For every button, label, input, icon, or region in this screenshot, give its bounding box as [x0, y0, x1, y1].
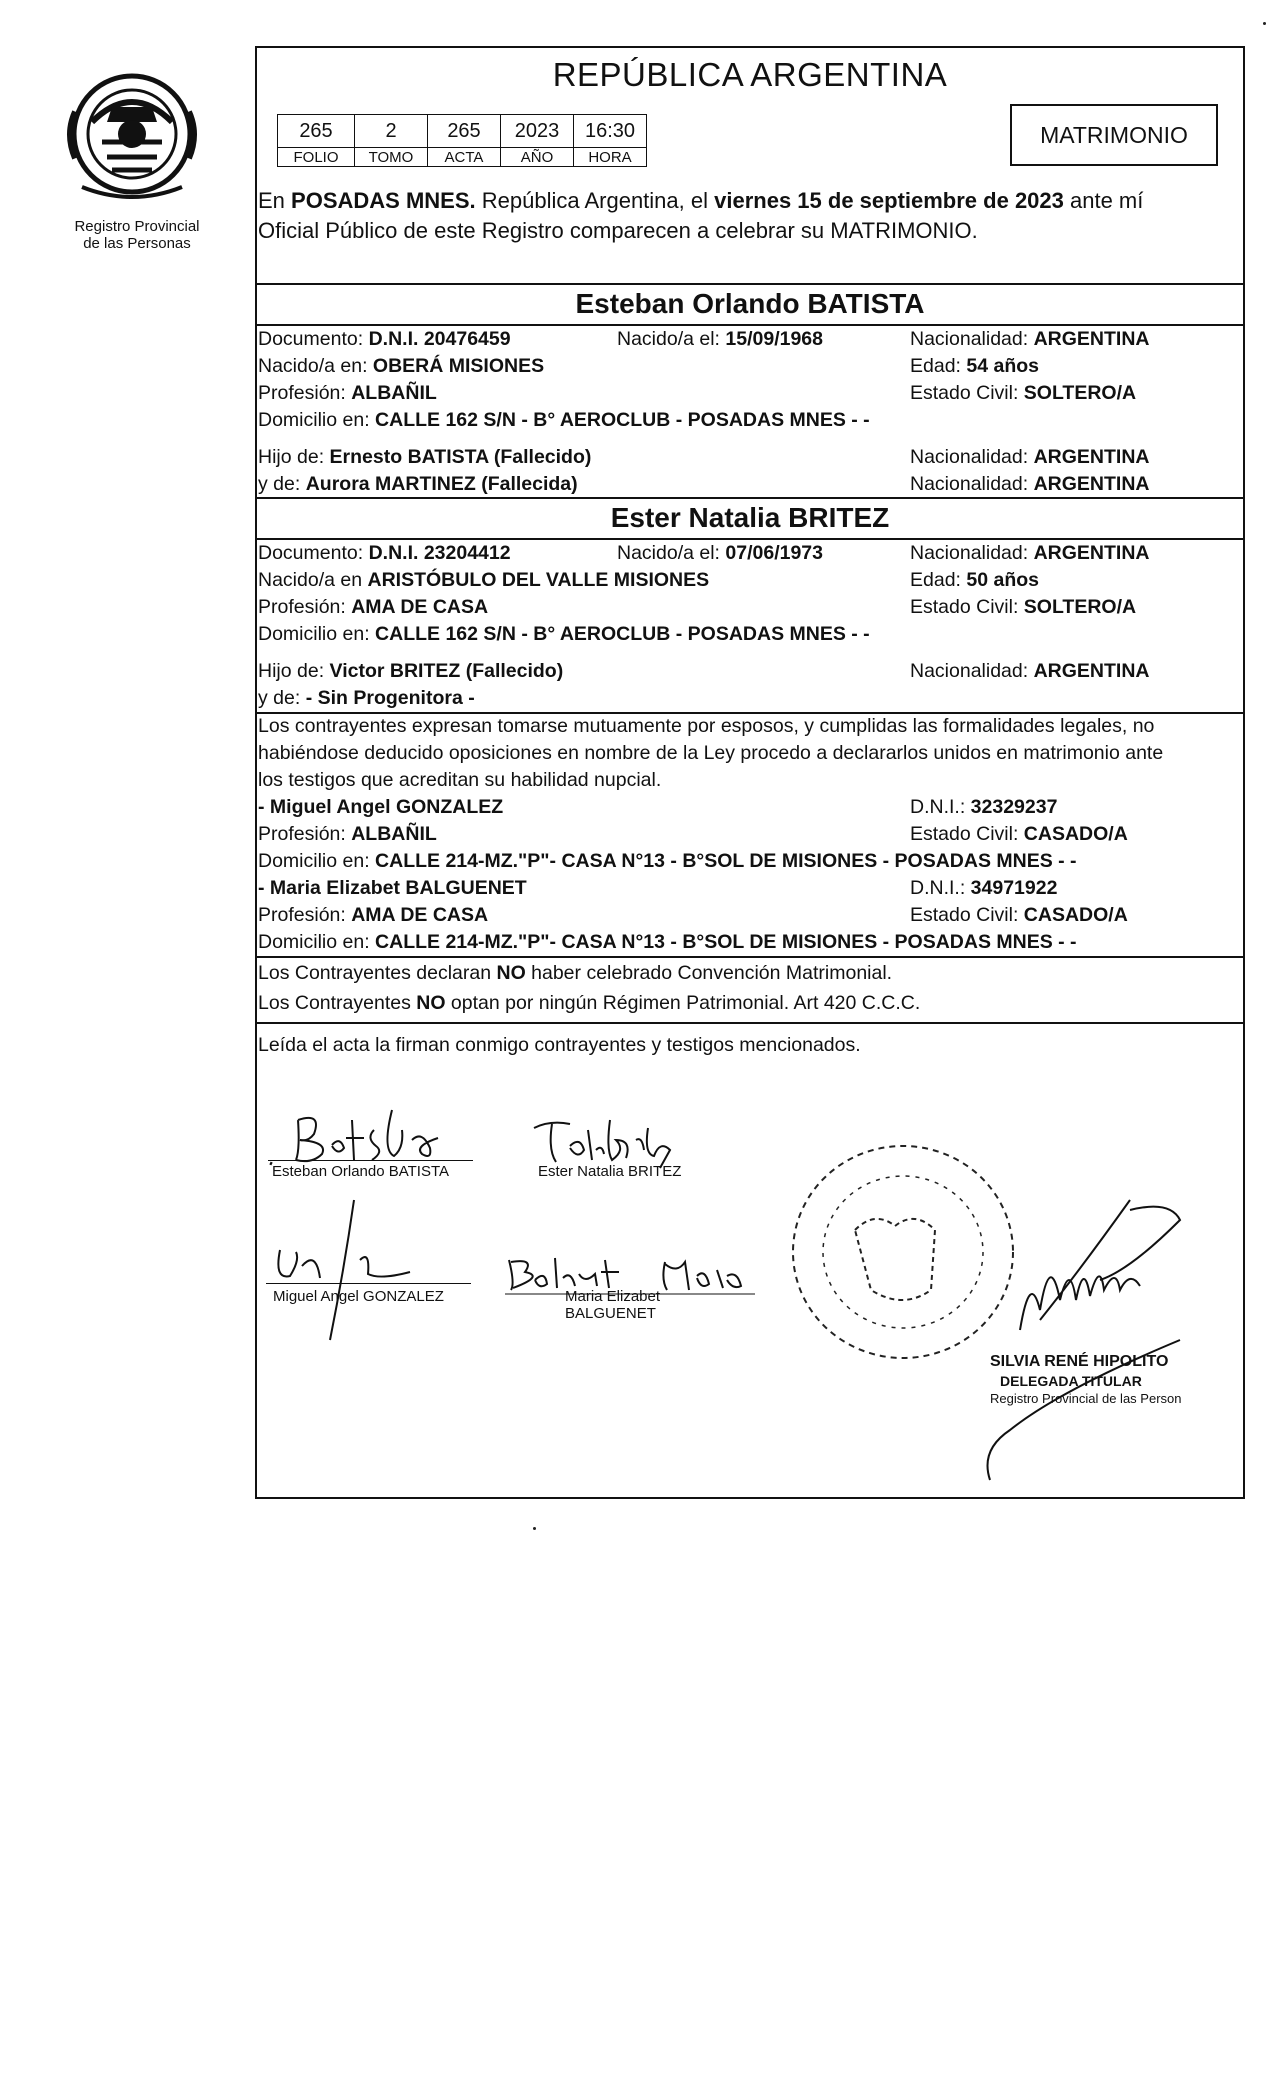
tomo-label: TOMO — [355, 148, 428, 167]
witness2-profession: Profesión: AMA DE CASA — [258, 904, 489, 926]
spouse1-profession: Profesión: ALBAÑIL — [258, 382, 437, 404]
witness2-dni: D.N.I.: 34971922 — [910, 877, 1058, 899]
logo-caption: Registro Provincial de las Personas — [74, 218, 200, 252]
registry-logo — [62, 62, 212, 217]
closing-statement: Leída el acta la firman conmigo contrayentes y testigos mencionados. — [258, 1034, 861, 1056]
signature-miguel — [250, 1190, 450, 1350]
spouse1-mother: y de: Aurora MARTINEZ (Fallecida) — [258, 473, 578, 495]
spouse2-father: Hijo de: Victor BRITEZ (Fallecido) — [258, 660, 564, 682]
spouse1-mother-nationality: Nacionalidad: ARGENTINA — [910, 473, 1150, 495]
witness1-address: Domicilio en: CALLE 214-MZ."P"- CASA N°13 - B°SOL DE MISIONES - POSADAS MNES - - — [258, 850, 1077, 872]
doc-type-box: MATRIMONIO — [1010, 104, 1218, 166]
spouse1-address: Domicilio en: CALLE 162 S/N - B° AEROCLUB - POSADAS MNES - - — [258, 409, 870, 431]
spouse1-father: Hijo de: Ernesto BATISTA (Fallecido) — [258, 446, 592, 468]
intro-paragraph: En POSADAS MNES. República Argentina, el viernes 15 de septiembre de 2023 ante mí Oficial Público de este Registro comparecen a celebrar su MATRIMONIO. — [258, 188, 1144, 243]
spouse2-birthplace: Nacido/a en ARISTÓBULO DEL VALLE MISIONES — [258, 569, 710, 591]
witness1-name: - Miguel Angel GONZALEZ — [258, 796, 504, 818]
hora-value: 16:30 — [574, 115, 647, 148]
spouse2-born: Nacido/a el: 07/06/1973 — [617, 542, 824, 564]
spouse2-doc: Documento: D.N.I. 23204412 — [258, 542, 511, 564]
spouse1-born: Nacido/a el: 15/09/1968 — [617, 328, 824, 350]
folio-label: FOLIO — [278, 148, 355, 167]
official-org: Registro Provincial de las Person — [990, 1391, 1182, 1406]
divider — [255, 497, 1245, 499]
spouse2-nationality: Nacionalidad: ARGENTINA — [910, 542, 1150, 564]
witness1-civil-status: Estado Civil: CASADO/A — [910, 823, 1128, 845]
official-role: DELEGADA TITULAR — [1000, 1373, 1142, 1389]
signature-label-ester: Ester Natalia BRITEZ — [538, 1163, 682, 1180]
signature-line — [266, 1283, 471, 1284]
spouse1-nationality: Nacionalidad: ARGENTINA — [910, 328, 1150, 350]
regime-statement: Los Contrayentes NO optan por ningún Régimen Patrimonial. Art 420 C.C.C. — [258, 992, 921, 1014]
convention-statement: Los Contrayentes declaran NO haber celebrado Convención Matrimonial. — [258, 962, 893, 984]
tomo-value: 2 — [355, 115, 428, 148]
hora-label: HORA — [574, 148, 647, 167]
spouse1-birthplace: Nacido/a en: OBERÁ MISIONES — [258, 355, 545, 377]
signature-label-miguel: Miguel Angel GONZALEZ — [273, 1288, 444, 1305]
country-title: REPÚBLICA ARGENTINA — [552, 56, 948, 93]
signature-esteban — [262, 1090, 492, 1165]
scan-speck — [533, 1527, 536, 1530]
witness1-dni: D.N.I.: 32329237 — [910, 796, 1058, 818]
signature-official — [980, 1190, 1240, 1490]
anio-value: 2023 — [501, 115, 574, 148]
divider — [255, 956, 1245, 958]
spouse1-doc: Documento: D.N.I. 20476459 — [258, 328, 511, 350]
anio-label: AÑO — [501, 148, 574, 167]
witness1-profession: Profesión: ALBAÑIL — [258, 823, 437, 845]
official-name: SILVIA RENÉ HIPOLITO — [990, 1353, 1169, 1370]
spouse2-name: Ester Natalia BRITEZ — [610, 502, 890, 533]
declaration-paragraph: Los contrayentes expresan tomarse mutuamente por esposos, y cumplidas las formalidades legales, no habiéndose deducido oposiciones en nombre de la Ley procedo a declararlos unidos en matrimonio ante los testigos que acreditan su habilidad nupcial. — [258, 715, 1164, 791]
witness2-address: Domicilio en: CALLE 214-MZ."P"- CASA N°13 - B°SOL DE MISIONES - POSADAS MNES - - — [258, 931, 1077, 953]
spouse1-father-nationality: Nacionalidad: ARGENTINA — [910, 446, 1150, 468]
divider — [255, 538, 1245, 540]
acta-value: 265 — [428, 115, 501, 148]
spouse1-name: Esteban Orlando BATISTA — [575, 288, 925, 319]
signature-ester — [530, 1110, 730, 1170]
signature-label-maria: Maria Elizabet BALGUENET — [565, 1288, 661, 1322]
signature-label-esteban: Esteban Orlando BATISTA — [272, 1163, 450, 1180]
spouse2-mother: y de: - Sin Progenitora - — [258, 687, 475, 709]
spouse1-civil-status: Estado Civil: SOLTERO/A — [910, 382, 1137, 404]
acta-label: ACTA — [428, 148, 501, 167]
divider — [255, 283, 1245, 285]
witness2-civil-status: Estado Civil: CASADO/A — [910, 904, 1128, 926]
divider — [255, 1022, 1245, 1024]
spouse2-father-nationality: Nacionalidad: ARGENTINA — [910, 660, 1150, 682]
signature-line — [268, 1160, 473, 1161]
folio-value: 265 — [278, 115, 355, 148]
witness2-name: - Maria Elizabet BALGUENET — [258, 877, 527, 899]
divider — [255, 324, 1245, 326]
spouse2-civil-status: Estado Civil: SOLTERO/A — [910, 596, 1137, 618]
scan-speck — [1263, 22, 1266, 25]
record-id-table — [277, 114, 647, 167]
spouse2-address: Domicilio en: CALLE 162 S/N - B° AEROCLUB - POSADAS MNES - - — [258, 623, 870, 645]
spouse2-age: Edad: 50 años — [910, 569, 1040, 591]
spouse1-age: Edad: 54 años — [910, 355, 1040, 377]
spouse2-profession: Profesión: AMA DE CASA — [258, 596, 489, 618]
